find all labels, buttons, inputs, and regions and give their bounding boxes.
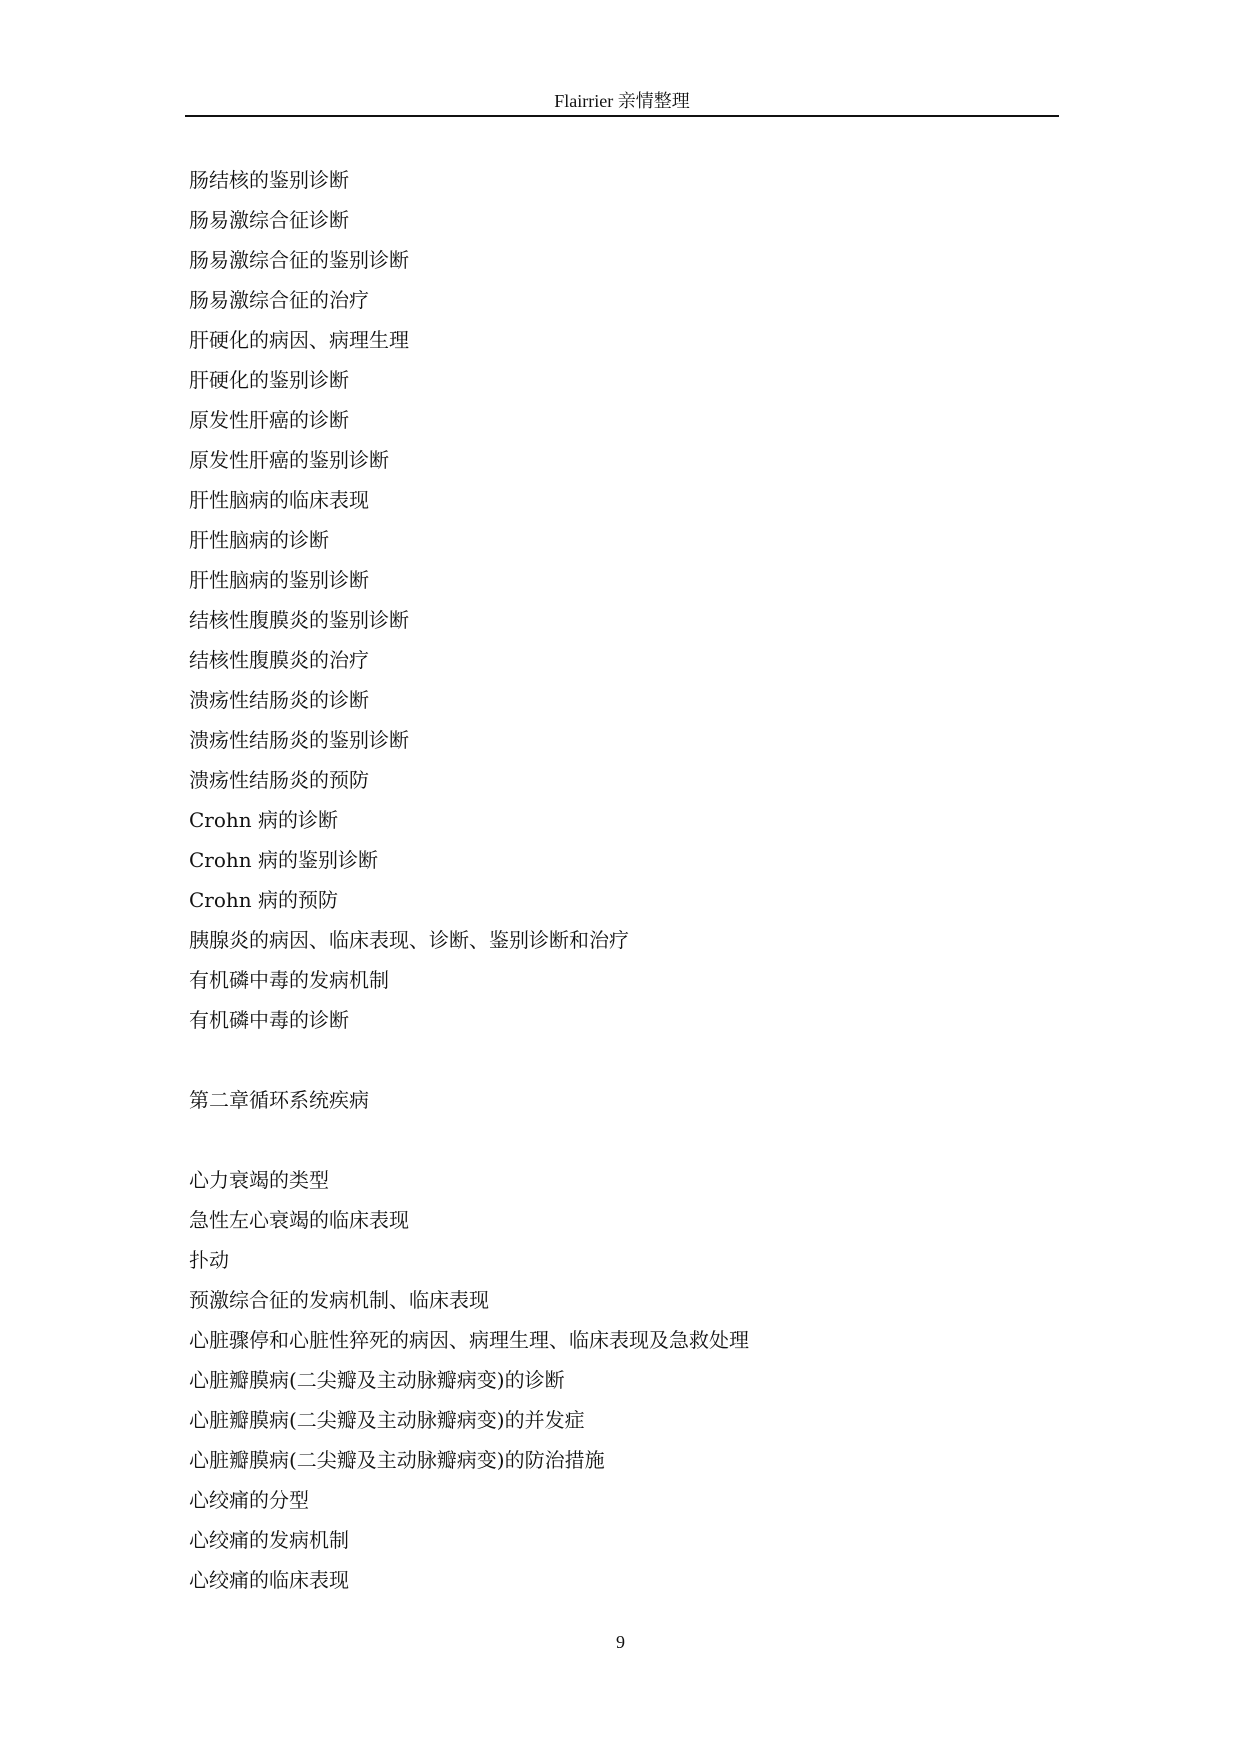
chapter-heading: 第二章循环系统疾病 bbox=[189, 1088, 369, 1112]
header-rule bbox=[185, 115, 1059, 117]
list-item: 有机磷中毒的发病机制 bbox=[189, 968, 389, 992]
list-item: Crohn 病的鉴别诊断 bbox=[189, 848, 379, 872]
list-item: 心力衰竭的类型 bbox=[189, 1168, 329, 1192]
list-item: 心脏瓣膜病(二尖瓣及主动脉瓣病变)的诊断 bbox=[189, 1368, 565, 1392]
list-item: 结核性腹膜炎的鉴别诊断 bbox=[189, 608, 409, 632]
list-item: 肝性脑病的鉴别诊断 bbox=[189, 568, 369, 592]
list-item: Crohn 病的预防 bbox=[189, 888, 339, 912]
list-item: 扑动 bbox=[189, 1248, 229, 1272]
list-item: 肝硬化的病因、病理生理 bbox=[189, 328, 409, 352]
list-item: Crohn 病的诊断 bbox=[189, 808, 339, 832]
list-item: 预激综合征的发病机制、临床表现 bbox=[189, 1288, 489, 1312]
list-item: 肠易激综合征的治疗 bbox=[189, 288, 369, 312]
list-item: 肝硬化的鉴别诊断 bbox=[189, 368, 349, 392]
list-item: 心脏瓣膜病(二尖瓣及主动脉瓣病变)的并发症 bbox=[189, 1408, 585, 1432]
list-item: 心脏骤停和心脏性猝死的病因、病理生理、临床表现及急救处理 bbox=[189, 1328, 749, 1352]
page-number: 9 bbox=[616, 1632, 625, 1652]
list-item: 肝性脑病的诊断 bbox=[189, 528, 329, 552]
list-item: 胰腺炎的病因、临床表现、诊断、鉴别诊断和治疗 bbox=[189, 928, 629, 952]
list-item: 有机磷中毒的诊断 bbox=[189, 1008, 349, 1032]
list-item: 肠易激综合征的鉴别诊断 bbox=[189, 248, 409, 272]
list-item: 心绞痛的发病机制 bbox=[189, 1528, 349, 1552]
list-item: 急性左心衰竭的临床表现 bbox=[189, 1208, 409, 1232]
list-item: 溃疡性结肠炎的鉴别诊断 bbox=[189, 728, 409, 752]
list-item: 肠易激综合征诊断 bbox=[189, 208, 349, 232]
list-item: 原发性肝癌的鉴别诊断 bbox=[189, 448, 389, 472]
spacer bbox=[189, 1120, 1049, 1160]
page-header: Flairrier 亲情整理 bbox=[554, 91, 690, 111]
list-item: 心绞痛的临床表现 bbox=[189, 1568, 349, 1592]
list-item: 肠结核的鉴别诊断 bbox=[189, 168, 349, 192]
list-item: 溃疡性结肠炎的诊断 bbox=[189, 688, 369, 712]
list-item: 肝性脑病的临床表现 bbox=[189, 488, 369, 512]
spacer bbox=[189, 1040, 1049, 1080]
list-item: 结核性腹膜炎的治疗 bbox=[189, 648, 369, 672]
document-body bbox=[189, 160, 1049, 1600]
list-item: 原发性肝癌的诊断 bbox=[189, 408, 349, 432]
list-item: 溃疡性结肠炎的预防 bbox=[189, 768, 369, 792]
list-item: 心绞痛的分型 bbox=[189, 1488, 309, 1512]
list-item: 心脏瓣膜病(二尖瓣及主动脉瓣病变)的防治措施 bbox=[189, 1448, 605, 1472]
